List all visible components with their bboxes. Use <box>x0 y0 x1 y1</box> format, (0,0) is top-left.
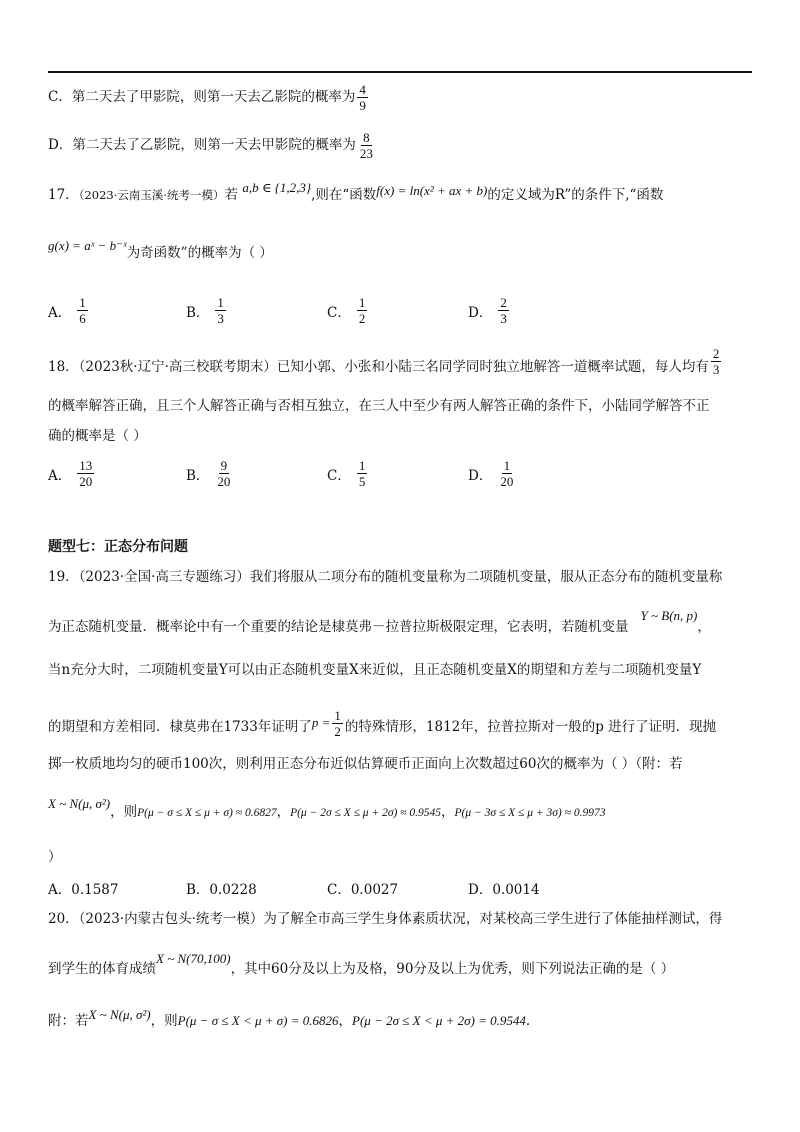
q17-option-a: A． $\frac{1}{6}$ <box>48 295 86 326</box>
question-17-line-2: g(x) = aˣ − b⁻ˣ为奇函数”的概率为（ ） <box>48 238 273 261</box>
question-19-line-1: 19．（2023·全国·高三专题练习）我们将服从二项分布的随机变量称为二项随机变量，服从正态分布的随机变量称 <box>48 569 723 585</box>
q18-option-a: A． $\frac{13}{20}$ <box>48 458 93 489</box>
q19-option-b: B．0.0228 <box>186 882 257 898</box>
prob-1-sigma: P(μ − σ ≤ X ≤ μ + σ) ≈ 0.6827 <box>137 807 277 819</box>
condition-math: a,b ∈ {1,2,3} <box>242 180 312 195</box>
question-19-line-5: 掷一枚质地均匀的硬币100次，则利用正态分布近似估算硬币正面向上次数超过60次的概率为（ ）（附：若 <box>48 756 683 772</box>
fraction: $\frac{1}{2}$ <box>334 708 341 739</box>
prob-3-sigma: P(μ − 3σ ≤ X ≤ μ + 3σ) ≈ 0.9973 <box>454 807 606 819</box>
normal-math: X ~ N(μ, σ²) <box>48 796 111 811</box>
q17-option-d: D． $\frac{2}{3}$ <box>468 295 507 326</box>
question-17-line-1: 17．（2023·云南玉溪·统考一模）若 a,b ∈ {1,2,3},则在“函数f(x) = ln(x² + ax + b)的定义域为R”的条件下,“函数 <box>48 180 664 203</box>
q17-option-c: C． $\frac{1}{2}$ <box>327 295 366 326</box>
question-18-line-3: 确的概率是（ ） <box>48 428 147 444</box>
normal-math: X ~ N(μ, σ²) <box>88 1007 151 1022</box>
distribution-math: X ~ N(70,100) <box>156 951 231 966</box>
function-g-math: g(x) = aˣ − b⁻ˣ <box>48 238 127 253</box>
question-20-line-1: 20．（2023·内蒙古包头·统考一模）为了解全市高三学生身体素质状况，对某校高三学生进行了体能抽样测试，得 <box>48 911 723 927</box>
question-19-line-2: 为正态随机变量．概率论中有一个重要的结论是棣莫弗－拉普拉斯极限定理，它表明，若随机变量Y ~ B(n, p)， <box>48 608 711 635</box>
fraction: $\frac{2}{3}$ <box>712 346 720 377</box>
binomial-math: Y ~ B(n, p) <box>640 608 698 623</box>
section-title: 题型七：正态分布问题 <box>48 539 188 555</box>
function-f-math: f(x) = ln(x² + ax + b) <box>376 183 488 198</box>
question-19-line-6: X ~ N(μ, σ²)，则P(μ − σ ≤ X ≤ μ + σ) ≈ 0.6827，P(μ − 2σ ≤ X ≤ μ + 2σ) ≈ 0.9545，P(μ − 3σ ≤ X ≤ μ + 3σ) ≈ 0.9973 <box>48 796 606 820</box>
q17-option-b: B． $\frac{1}{3}$ <box>186 295 224 326</box>
prob-2-sigma: P(μ − 2σ ≤ X ≤ μ + 2σ) ≈ 0.9545 <box>290 807 442 819</box>
question-19-close: ） <box>48 849 62 865</box>
header-rule <box>48 71 752 73</box>
question-19-line-3: 当n充分大时，二项随机变量Y可以由正态随机变量X来近似，且正态随机变量X的期望和方差与二项随机变量Y <box>48 662 702 678</box>
question-20-line-2: 到学生的体育成绩X ~ N(70,100)，其中60分及以上为及格，90分及以上为优秀，则下列说法正确的是（ ） <box>48 951 675 977</box>
q18-option-d: D． $\frac{1}{20}$ <box>468 458 514 489</box>
q18-option-c: C． $\frac{1}{5}$ <box>327 458 366 489</box>
prob-2-sigma: P(μ − 2σ ≤ X < μ + 2σ) = 0.9544 <box>352 1013 526 1028</box>
question-18-line-2: 的概率解答正确，且三个人解答正确与否相互独立，在三人中至少有两人解答正确的条件下，小陆同学解答不正 <box>48 398 710 414</box>
option-c-prev: C．第二天去了甲影院，则第一天去乙影院的概率为 $\frac{4}{9}$ <box>48 82 366 113</box>
q19-option-c: C．0.0027 <box>327 882 399 898</box>
q18-option-b: B． $\frac{9}{20}$ <box>186 458 231 489</box>
question-20-note: 附：若X ~ N(μ, σ²)，则P(μ − σ ≤ X < μ + σ) = 0.6826，P(μ − 2σ ≤ X < μ + 2σ) = 0.9544. <box>48 1007 531 1029</box>
fraction: $\frac{4}{9}$ <box>359 82 366 113</box>
option-d-prev: D．第二天去了乙影院，则第一天去甲影院的概率为 $\frac{8}{23}$ <box>48 130 373 161</box>
question-19-line-4: 的期望和方差相同．棣莫弗在1733年证明了p = $\frac{1}{2}$ 的特殊情形，1812年，拉普拉斯对一般的p 进行了证明．现抛 <box>48 708 717 739</box>
q19-option-d: D．0.0014 <box>468 882 540 898</box>
fraction: $\frac{8}{23}$ <box>359 130 373 161</box>
prob-1-sigma: P(μ − σ ≤ X < μ + σ) = 0.6826 <box>177 1013 339 1028</box>
q19-option-a: A．0.1587 <box>48 882 119 898</box>
question-18-line-1: 18．（2023秋·辽宁·高三校联考期末）已知小郭、小张和小陆三名同学同时独立地解答一道概率试题，每人均有 $\frac{2}{3}$ <box>48 346 720 377</box>
